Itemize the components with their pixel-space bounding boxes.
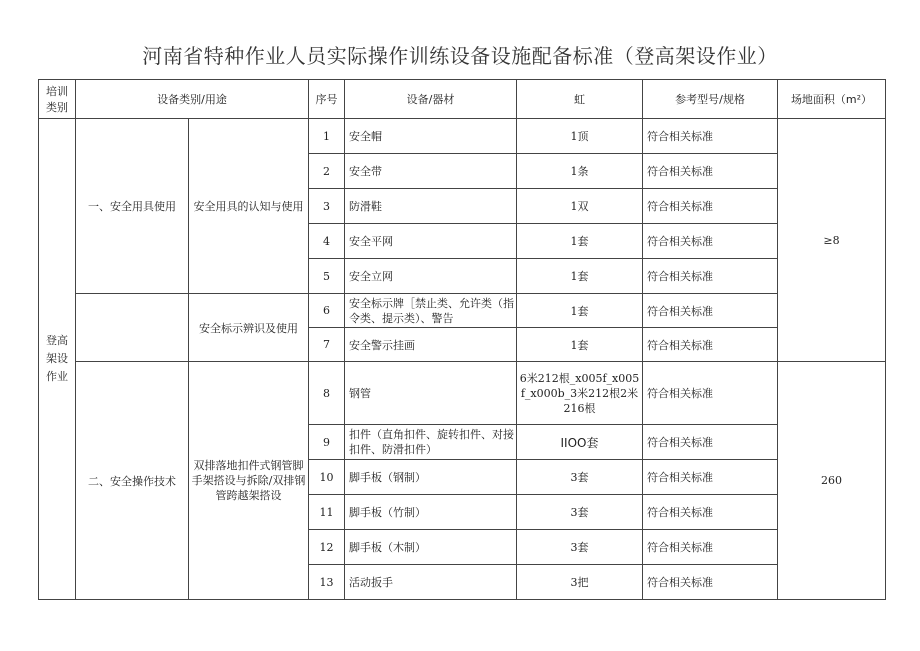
table-row xyxy=(39,294,886,328)
header-qty: 虹 xyxy=(517,80,643,119)
row-spec: 符合相关标准 xyxy=(643,328,778,362)
row-seq: 2 xyxy=(309,154,345,189)
row-seq: 8 xyxy=(309,362,345,425)
header-seq: 序号 xyxy=(309,80,345,119)
row-item: 脚手板（竹制） xyxy=(345,495,517,530)
row-seq: 5 xyxy=(309,259,345,294)
group-1-cont xyxy=(76,294,189,362)
row-spec: 符合相关标准 xyxy=(643,495,778,530)
row-seq: 12 xyxy=(309,530,345,565)
row-spec: 符合相关标准 xyxy=(643,530,778,565)
row-seq: 6 xyxy=(309,294,345,328)
row-spec: 符合相关标准 xyxy=(643,294,778,328)
row-spec: 符合相关标准 xyxy=(643,565,778,600)
group-2: 二、安全操作技术 xyxy=(76,362,189,600)
row-seq: 4 xyxy=(309,224,345,259)
row-item: 脚手板（木制） xyxy=(345,530,517,565)
row-item: 钢管 xyxy=(345,362,517,425)
group-2-area: 260 xyxy=(778,362,886,600)
row-item: 安全警示挂画 xyxy=(345,328,517,362)
row-spec: 符合相关标准 xyxy=(643,189,778,224)
row-seq: 11 xyxy=(309,495,345,530)
row-item: 脚手板（钢制） xyxy=(345,460,517,495)
page-title: 河南省特种作业人员实际操作训练设备设施配备标准（登高架设作业） xyxy=(142,44,778,68)
row-seq: 13 xyxy=(309,565,345,600)
table-row xyxy=(39,119,886,154)
row-qty: 1双 xyxy=(517,189,643,224)
row-item: 安全标示牌［禁止类、允许类（指令类、提示类）、警告 xyxy=(345,294,517,328)
group-1: 一、安全用具使用 xyxy=(76,119,189,294)
row-spec: 符合相关标准 xyxy=(643,119,778,154)
subgroup-1: 安全用具的认知与使用 xyxy=(189,119,309,294)
row-seq: 7 xyxy=(309,328,345,362)
row-qty: 1顶 xyxy=(517,119,643,154)
row-qty: IIOO套 xyxy=(517,425,643,460)
row-spec: 符合相关标准 xyxy=(643,425,778,460)
row-item: 防滑鞋 xyxy=(345,189,517,224)
training-category-cell xyxy=(39,119,76,600)
subgroup-3: 双排落地扣件式钢管脚手架搭设与拆除/双排钢管跨越架搭设 xyxy=(189,362,309,600)
row-qty: 1套 xyxy=(517,259,643,294)
row-qty: 3把 xyxy=(517,565,643,600)
row-seq: 3 xyxy=(309,189,345,224)
row-item: 安全帽 xyxy=(345,119,517,154)
header-equip-type: 设备类别/用途 xyxy=(76,80,309,119)
group-1-area: ≥8 xyxy=(778,119,886,362)
row-spec: 符合相关标准 xyxy=(643,154,778,189)
training-category: 登高架设作业 xyxy=(46,334,68,383)
subgroup-2: 安全标示辨识及使用 xyxy=(189,294,309,362)
header-spec: 参考型号/规格 xyxy=(643,80,778,119)
row-item: 安全平网 xyxy=(345,224,517,259)
row-seq: 9 xyxy=(309,425,345,460)
row-item: 活动扳手 xyxy=(345,565,517,600)
row-qty: 1套 xyxy=(517,224,643,259)
row-qty: 1条 xyxy=(517,154,643,189)
row-qty: 6米212根_x005f_x005f_x000b_3米212根2米216根 xyxy=(517,362,643,425)
row-spec: 符合相关标准 xyxy=(643,224,778,259)
row-item: 扣件（直角扣件、旋转扣件、对接扣件、防滑扣件） xyxy=(345,425,517,460)
row-item: 安全带 xyxy=(345,154,517,189)
header-area: 场地面积（m²） xyxy=(778,80,886,119)
row-item: 安全立网 xyxy=(345,259,517,294)
row-seq: 10 xyxy=(309,460,345,495)
row-spec: 符合相关标准 xyxy=(643,362,778,425)
equipment-table xyxy=(38,79,886,600)
table-row xyxy=(39,362,886,425)
row-qty: 3套 xyxy=(517,530,643,565)
header-category: 培训类别 xyxy=(39,80,76,119)
header-row xyxy=(39,80,886,119)
row-seq: 1 xyxy=(309,119,345,154)
header-equipment: 设备/器材 xyxy=(345,80,517,119)
row-qty: 3套 xyxy=(517,495,643,530)
row-spec: 符合相关标准 xyxy=(643,259,778,294)
row-qty: 3套 xyxy=(517,460,643,495)
row-qty: 1套 xyxy=(517,328,643,362)
row-qty: 1套 xyxy=(517,294,643,328)
row-spec: 符合相关标准 xyxy=(643,460,778,495)
